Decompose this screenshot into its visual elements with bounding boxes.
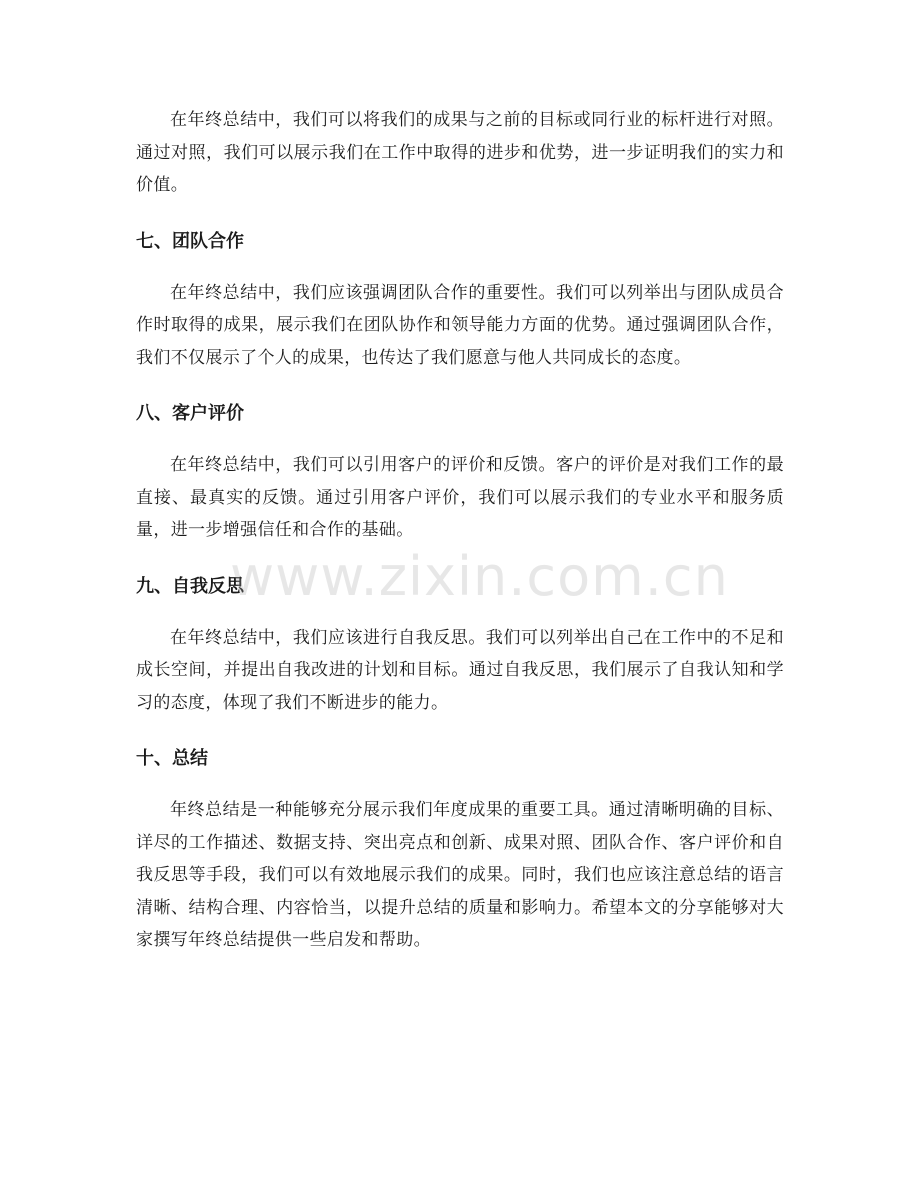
paragraph-customer-review: 在年终总结中，我们可以引用客户的评价和反馈。客户的评价是对我们工作的最直接、最真实的反馈。通过引用客户评价，我们可以展示我们的专业水平和服务质量，进一步增强信任和合作的基础。 xyxy=(136,455,784,540)
heading-self-reflection: 九、自我反思 xyxy=(136,575,244,597)
paragraph-teamwork: 在年终总结中，我们应该强调团队合作的重要性。我们可以列举出与团队成员合作时取得的成果，展示我们在团队协作和领导能力方面的优势。通过强调团队合作，我们不仅展示了个人的成果，也传达了我们愿意与他人共同成长的态度。 xyxy=(136,282,784,368)
paragraph-summary: 年终总结是一种能够充分展示我们年度成果的重要工具。通过清晰明确的目标、详尽的工作描述、数据支持、突出亮点和创新、成果对照、团队合作、客户评价和自我反思等手段，我们可以有效地展示我们的成果。同时，我们也应该注意总结的语言清晰、结构合理、内容恰当，以提升总结的质量和影响力。希望本文的分享能够对大家撰写年终总结提供一些启发和帮助。 xyxy=(136,800,784,950)
paragraph-comparison: 在年终总结中，我们可以将我们的成果与之前的目标或同行业的标杆进行对照。通过对照，我们可以展示我们在工作中取得的进步和优势，进一步证明我们的实力和价值。 xyxy=(136,110,784,195)
heading-teamwork: 七、团队合作 xyxy=(136,230,244,252)
watermark-text: www.zixin.com.cn xyxy=(230,545,729,608)
heading-summary: 十、总结 xyxy=(136,748,208,769)
heading-customer-review: 八、客户评价 xyxy=(136,403,244,424)
paragraph-self-reflection: 在年终总结中，我们应该进行自我反思。我们可以列举出自己在工作中的不足和成长空间，并提出自我改进的计划和目标。通过自我反思，我们展示了自我认知和学习的态度，体现了我们不断进步的能力。 xyxy=(136,627,784,713)
document-body xyxy=(136,104,784,957)
